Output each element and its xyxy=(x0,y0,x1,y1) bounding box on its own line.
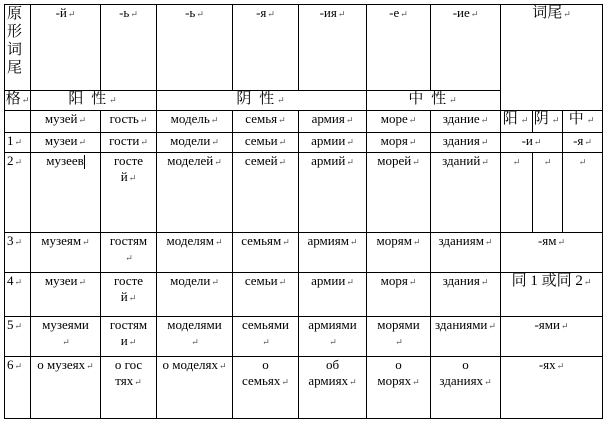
case-row-1 xyxy=(5,133,603,153)
word-cell xyxy=(299,273,367,317)
word-cell xyxy=(431,273,501,317)
word-cell xyxy=(157,111,233,133)
word: модели ↵ xyxy=(170,273,219,288)
case-num-cell xyxy=(5,153,31,233)
case-num: 6 ↵ xyxy=(7,357,22,372)
word-cell xyxy=(101,317,157,357)
word: семьями ↵ xyxy=(242,317,289,348)
word: армий ↵ xyxy=(311,153,354,168)
origin-label-cell xyxy=(5,5,31,91)
word: морям ↵ xyxy=(377,233,421,248)
word: моря ↵ xyxy=(381,273,417,288)
case-num: 4 ↵ xyxy=(7,273,22,288)
word-cell xyxy=(31,111,101,133)
word: здание ↵ xyxy=(443,111,489,126)
ending: -ями ↵ xyxy=(534,317,568,332)
word-cell xyxy=(431,233,501,273)
word-cell xyxy=(101,111,157,133)
ending xyxy=(513,153,521,168)
ending-column-header xyxy=(501,5,603,111)
ending-cell xyxy=(563,133,603,153)
word: об армиях ↵ xyxy=(308,357,356,388)
declension-table-page xyxy=(4,4,603,419)
word-cell xyxy=(31,153,101,233)
gender-short: 阴 ↵ xyxy=(534,111,562,127)
ending xyxy=(544,153,552,168)
word: гостей ↵ xyxy=(114,273,143,304)
word: модель ↵ xyxy=(171,111,219,126)
word-cell xyxy=(233,357,299,419)
word: семьи ↵ xyxy=(245,133,286,148)
ending-text: -ие ↵ xyxy=(453,5,479,20)
word-cell xyxy=(431,317,501,357)
word: музеями ↵ xyxy=(42,317,89,348)
word-cell xyxy=(101,233,157,273)
ending-text: -ия ↵ xyxy=(320,5,346,20)
word-cell xyxy=(157,133,233,153)
ending: -и ↵ xyxy=(522,133,542,148)
word: музеи ↵ xyxy=(45,133,86,148)
ending: -я ↵ xyxy=(573,133,592,148)
word: моделей ↵ xyxy=(167,153,222,168)
word-cell xyxy=(367,153,431,233)
word: музеев xyxy=(46,153,84,168)
word-cell xyxy=(233,233,299,273)
nominative-row xyxy=(5,111,603,133)
word: здания ↵ xyxy=(443,273,489,288)
word-cell xyxy=(157,357,233,419)
case-num: 2 ↵ xyxy=(7,153,22,168)
word-cell xyxy=(157,273,233,317)
word-cell xyxy=(233,111,299,133)
ending-header xyxy=(233,5,299,91)
ending-header xyxy=(101,5,157,91)
word: семей ↵ xyxy=(245,153,286,168)
masculine-label: 阳 性 ↵ xyxy=(68,91,118,107)
ending-text: -е ↵ xyxy=(389,5,408,20)
word: семья ↵ xyxy=(245,111,285,126)
word: гости ↵ xyxy=(109,133,148,148)
word: о морях ↵ xyxy=(377,357,419,388)
word-cell xyxy=(31,357,101,419)
word-cell xyxy=(101,273,157,317)
ending-cell xyxy=(501,133,563,153)
ending-cell xyxy=(501,357,603,419)
word: модели ↵ xyxy=(170,133,219,148)
case-num-cell xyxy=(5,357,31,419)
plural-declension-table xyxy=(4,4,603,419)
word-cell xyxy=(157,153,233,233)
ending-cell xyxy=(501,273,603,317)
word-cell xyxy=(367,317,431,357)
ending-text: -ь ↵ xyxy=(185,5,204,20)
case-row-2 xyxy=(5,153,603,233)
word: семьям ↵ xyxy=(241,233,290,248)
word: зданиям ↵ xyxy=(439,233,493,248)
word: о зданиях ↵ xyxy=(439,357,491,388)
case-num: 1 ↵ xyxy=(7,133,22,148)
word: армиями ↵ xyxy=(308,317,356,348)
case-num-cell xyxy=(5,273,31,317)
word: о музеях ↵ xyxy=(37,357,93,372)
word-cell xyxy=(367,273,431,317)
ending-header xyxy=(431,5,501,91)
word-cell xyxy=(431,153,501,233)
ending-text: -ь ↵ xyxy=(119,5,138,20)
word: гостей ↵ xyxy=(114,153,143,184)
case-label: 格 ↵ xyxy=(6,91,30,107)
header-row xyxy=(5,5,603,91)
word-cell xyxy=(431,133,501,153)
ending-header xyxy=(367,5,431,91)
empty-num-cell xyxy=(5,111,31,133)
case-row-3 xyxy=(5,233,603,273)
origin-label-char: 形 xyxy=(7,24,23,40)
origin-label-char: 尾 xyxy=(7,60,23,76)
origin-label-char: 词 xyxy=(7,42,23,58)
word: гостями ↵ xyxy=(110,317,147,348)
ending-column-label: 词尾 ↵ xyxy=(532,5,571,21)
word: музеям ↵ xyxy=(41,233,89,248)
feminine-header xyxy=(157,91,367,111)
case-row-5 xyxy=(5,317,603,357)
word: гостям ↵ xyxy=(110,233,147,264)
case-num-cell xyxy=(5,317,31,357)
word: о гостях ↵ xyxy=(115,357,142,388)
word: зданий ↵ xyxy=(442,153,489,168)
word: музеи ↵ xyxy=(45,273,86,288)
word: зданиями ↵ xyxy=(435,317,496,332)
gender-short-cell xyxy=(563,111,603,133)
word: о семьях ↵ xyxy=(242,357,289,388)
masculine-header xyxy=(31,91,157,111)
word-cell xyxy=(31,133,101,153)
word-cell xyxy=(367,111,431,133)
word-cell xyxy=(299,111,367,133)
word: о моделях ↵ xyxy=(163,357,227,372)
neuter-header xyxy=(367,91,501,111)
case-num-cell xyxy=(5,133,31,153)
case-num: 5 ↵ xyxy=(7,317,22,332)
ending xyxy=(579,153,587,168)
word-cell xyxy=(431,357,501,419)
word: морей ↵ xyxy=(377,153,420,168)
word-cell xyxy=(431,111,501,133)
word-cell xyxy=(157,233,233,273)
ending: 同 1 或同 2 ↵ xyxy=(512,273,592,289)
neuter-label: 中 性 ↵ xyxy=(408,91,458,107)
gender-short-cell xyxy=(501,111,533,133)
case-row-6 xyxy=(5,357,603,419)
word: армии ↵ xyxy=(311,273,354,288)
word-cell xyxy=(101,133,157,153)
case-row-4 xyxy=(5,273,603,317)
word: моделям ↵ xyxy=(167,233,223,248)
word: моря ↵ xyxy=(381,133,417,148)
word-cell xyxy=(233,133,299,153)
word-cell xyxy=(233,153,299,233)
word-cell xyxy=(233,317,299,357)
gender-short-cell xyxy=(533,111,563,133)
case-num: 3 ↵ xyxy=(7,233,22,248)
word-cell xyxy=(31,317,101,357)
word: гость ↵ xyxy=(110,111,148,126)
ending-text: -й ↵ xyxy=(56,5,76,20)
feminine-label: 阴 性 ↵ xyxy=(236,91,286,107)
word: здания ↵ xyxy=(443,133,489,148)
case-num-cell xyxy=(5,233,31,273)
gender-short: 中 ↵ xyxy=(569,111,597,127)
word: армиям ↵ xyxy=(307,233,357,248)
word-cell xyxy=(299,153,367,233)
ending-cell xyxy=(501,153,533,233)
word-cell xyxy=(299,233,367,273)
origin-label-char: 原 xyxy=(7,6,23,22)
word-cell xyxy=(367,133,431,153)
ending-cell xyxy=(563,153,603,233)
ending-cell xyxy=(501,317,603,357)
word-cell xyxy=(233,273,299,317)
ending-text: -я ↵ xyxy=(256,5,275,20)
word-cell xyxy=(31,273,101,317)
ending: -ям ↵ xyxy=(538,233,565,248)
ending-header xyxy=(299,5,367,91)
ending: -ях ↵ xyxy=(539,357,564,372)
ending-header xyxy=(157,5,233,91)
word: армия ↵ xyxy=(312,111,354,126)
word-cell xyxy=(367,357,431,419)
word: армии ↵ xyxy=(311,133,354,148)
gender-short: 阳 ↵ xyxy=(503,111,531,127)
ending-cell xyxy=(501,233,603,273)
word-cell xyxy=(101,357,157,419)
word: морями ↵ xyxy=(377,317,419,348)
word-cell xyxy=(299,133,367,153)
word: моделями ↵ xyxy=(167,317,221,348)
word-cell xyxy=(299,357,367,419)
ending-cell xyxy=(533,153,563,233)
word-cell xyxy=(299,317,367,357)
word: море ↵ xyxy=(381,111,417,126)
ending-header xyxy=(31,5,101,91)
word-cell xyxy=(101,153,157,233)
case-label-cell xyxy=(5,91,31,111)
word-cell xyxy=(157,317,233,357)
word: семьи ↵ xyxy=(245,273,286,288)
word: музей ↵ xyxy=(45,111,86,126)
word-cell xyxy=(31,233,101,273)
word-cell xyxy=(367,233,431,273)
